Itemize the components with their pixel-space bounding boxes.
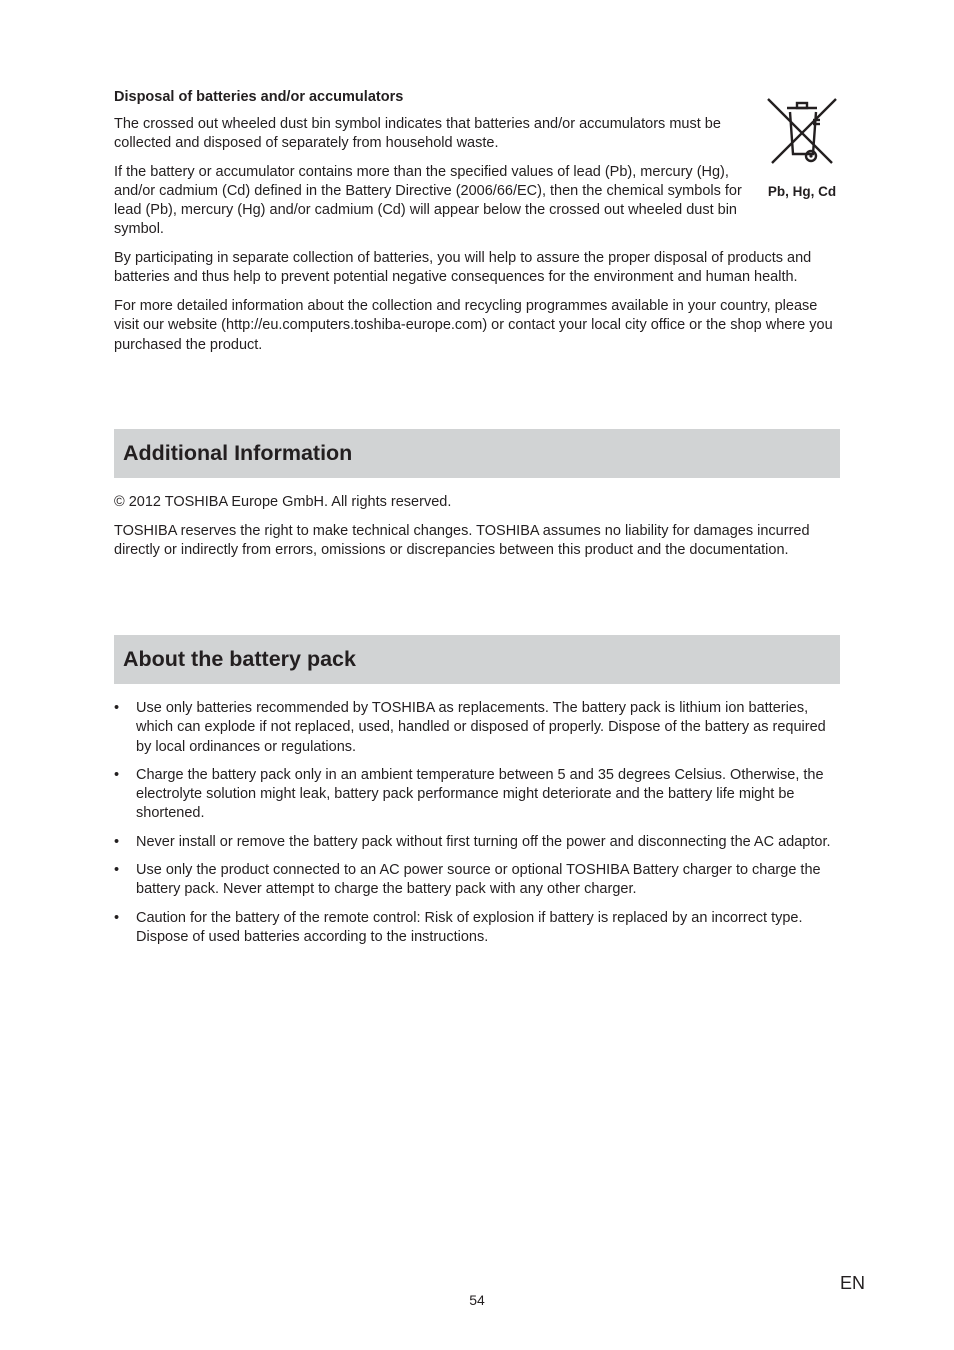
page-number: 54 xyxy=(469,1292,485,1308)
list-item xyxy=(114,833,840,852)
disposal-paragraph: For more detailed information about the collection and recycling programmes available in your country, please visit our website (http://eu.computers.toshiba-europe.com) or contact your local city office or the shop where you purchased the product. xyxy=(114,298,833,353)
list-item xyxy=(114,909,840,948)
section-title: Additional Information xyxy=(123,441,353,465)
bullet-glyph: • xyxy=(114,700,120,716)
crossed-out-wheeled-bin-icon xyxy=(766,96,838,170)
bullet-glyph: • xyxy=(114,766,120,783)
section-header-battery-pack xyxy=(114,635,840,684)
list-item-text: Never install or remove the battery pack without first turning off the power and disconnecting the AC adaptor. xyxy=(136,833,831,850)
battery-safety-list xyxy=(114,699,840,956)
battery-disposal-section xyxy=(114,88,750,249)
additional-information-body xyxy=(114,493,840,570)
symbol-caption: Pb, Hg, Cd xyxy=(767,184,837,199)
language-marker: EN xyxy=(840,1273,866,1293)
copyright-notice: © 2012 TOSHIBA Europe GmbH. All rights reserved. xyxy=(114,494,452,510)
disposal-more-info xyxy=(114,249,840,364)
weee-symbol xyxy=(760,96,844,199)
bullet-glyph: • xyxy=(114,833,120,850)
disposal-paragraph: If the battery or accumulator contains more than the specified values of lead (Pb), mercury (Hg), and/or cadmium (Cd) defined in the Battery Directive (2006/66/EC), then the chemical symbols for lead (Pb), mercury (Hg) and/or cadmium (Cd) will appear below the crossed out wheeled dust bin symbol. xyxy=(114,163,742,238)
bullet-glyph: • xyxy=(114,862,120,879)
section-title: About the battery pack xyxy=(123,647,356,671)
section-header-additional-information xyxy=(114,429,840,478)
list-item xyxy=(114,699,840,757)
list-item-text: Use only the product connected to an AC power source or optional TOSHIBA Battery charger to charge the battery pack. Never attempt to charge the battery pack with any other charger. xyxy=(136,862,821,898)
list-item-text: Caution for the battery of the remote control: Risk of explosion if battery is replaced by an incorrect type. Dispose of used batteries according to the instructions. xyxy=(136,909,803,945)
disposal-heading: Disposal of batteries and/or accumulators xyxy=(114,89,404,105)
list-item-text: Charge the battery pack only in an ambient temperature between 5 and 35 degrees Celsius. Otherwise, the electrolyte solution might leak, battery pack performance might deteriorate and the battery life might be shortened. xyxy=(136,766,824,822)
disposal-paragraph: By participating in separate collection of batteries, you will help to assure the proper disposal of products and batteries and thus help to prevent potential negative consequences for the environment and human health. xyxy=(114,250,812,286)
list-item xyxy=(114,766,840,824)
list-item-text: Use only batteries recommended by TOSHIBA as replacements. The battery pack is lithium ion batteries, which can explode if not replaced, used, handled or disposed of properly. Dispose of the battery as required by local ordinances or regulations. xyxy=(136,700,826,755)
disclaimer-paragraph: TOSHIBA reserves the right to make technical changes. TOSHIBA assumes no liability for damages incurred directly or indirectly from errors, omissions or discrepancies between this product and the documentation. xyxy=(114,522,810,559)
bullet-glyph: • xyxy=(114,909,120,926)
list-item xyxy=(114,861,840,900)
disposal-paragraph: The crossed out wheeled dust bin symbol indicates that batteries and/or accumulators must be collected and disposed of separately from household waste. xyxy=(114,116,721,152)
